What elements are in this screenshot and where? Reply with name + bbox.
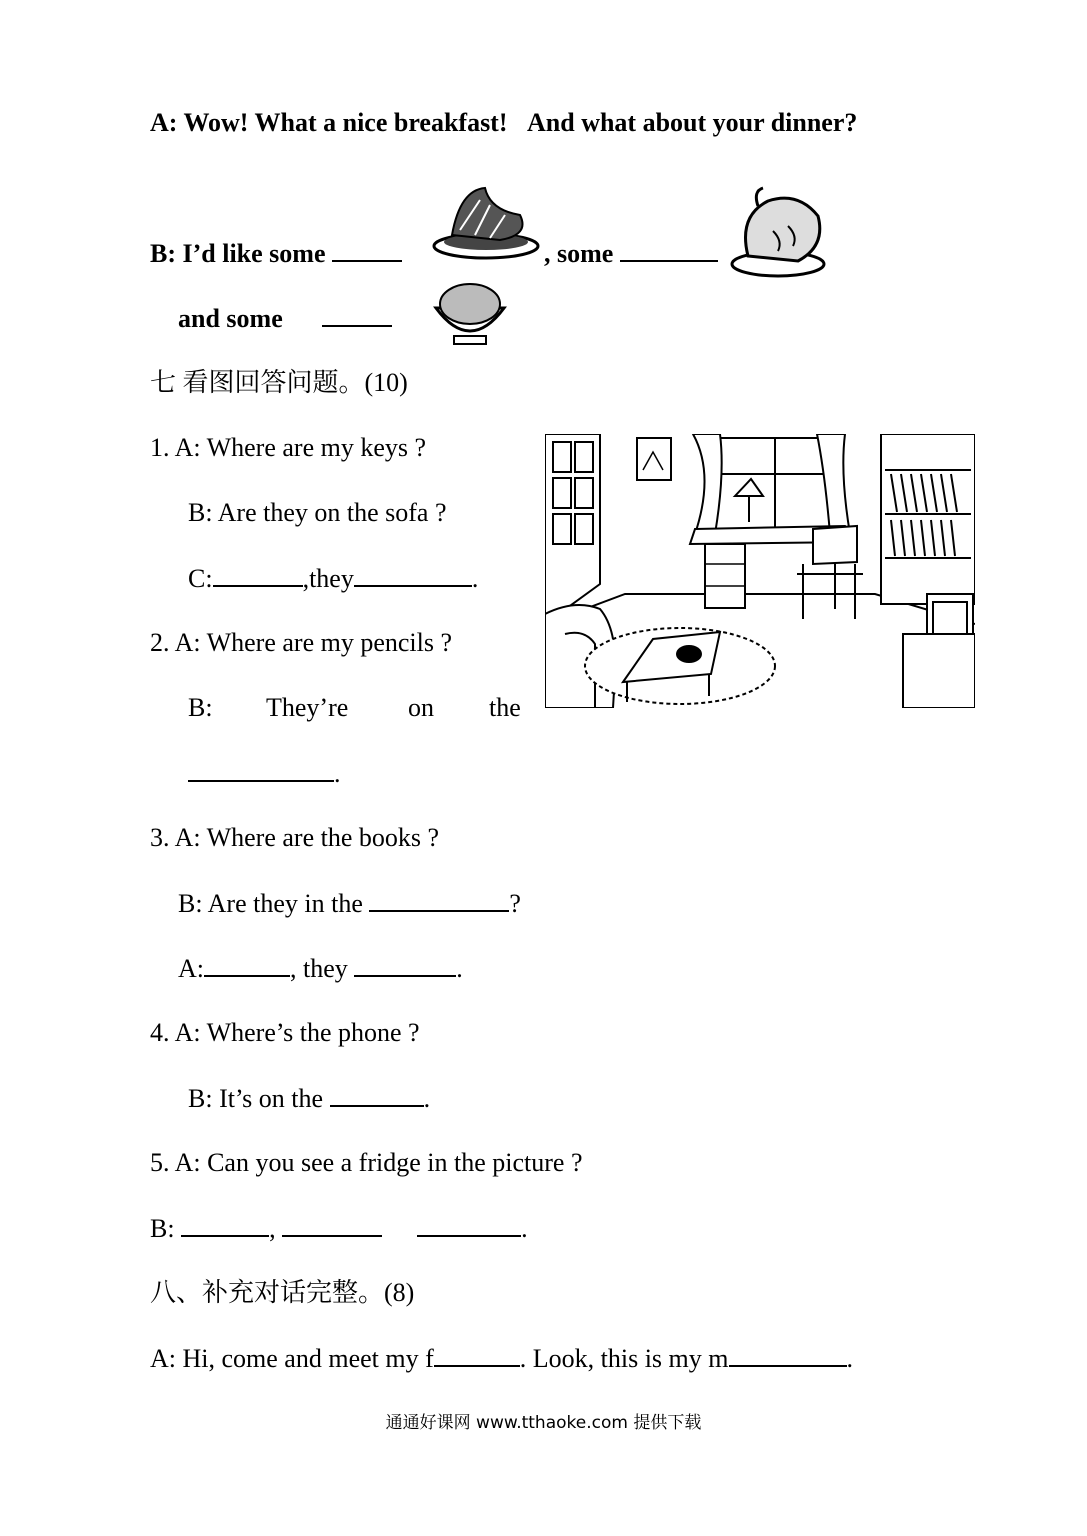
q2-b4: the: [489, 693, 521, 722]
q4-b2: .: [423, 1084, 431, 1113]
section8-a-line: [150, 1343, 853, 1374]
dialog-b-line: [150, 238, 402, 269]
fill-blank[interactable]: [330, 1083, 424, 1107]
fill-blank[interactable]: [322, 303, 392, 327]
fill-blank[interactable]: [181, 1213, 269, 1237]
q4-a: 4. A: Where’s the phone ?: [150, 1018, 420, 1047]
q4-b1: B: It’s on the: [188, 1084, 324, 1113]
q3-c2: , they: [290, 954, 348, 983]
q3-b2: ?: [509, 889, 521, 918]
section8-a3: .: [846, 1344, 854, 1373]
dialog-b-mid: , some: [544, 239, 614, 268]
dialog-b-mid-line: [544, 238, 718, 269]
living-room-picture: [545, 434, 975, 708]
q3-c3: .: [456, 954, 463, 983]
dialog-b2-prefix: and some: [178, 304, 283, 333]
q2-end-line: [188, 758, 341, 789]
section8-a1: A: Hi, come and meet my f: [150, 1344, 434, 1373]
dialog-a-line: A: Wow! What a nice breakfast! And what about your dinner?: [150, 108, 858, 137]
q3-b1: B: Are they in the: [178, 889, 363, 918]
q1-c1: C:: [188, 564, 213, 593]
q1-c2: ,they: [302, 564, 354, 593]
fill-blank[interactable]: [434, 1343, 520, 1367]
fill-blank[interactable]: [369, 888, 509, 912]
fill-blank[interactable]: [188, 758, 334, 782]
fill-blank[interactable]: [417, 1213, 521, 1237]
fill-blank[interactable]: [729, 1343, 847, 1367]
fish-plate-icon: [430, 180, 542, 266]
dialog-b2-line: [178, 303, 392, 334]
q5-a: 5. A: Can you see a fridge in the picture ?: [150, 1148, 583, 1177]
fill-blank[interactable]: [354, 563, 472, 587]
dialog-b-prefix: B: I’d like some: [150, 239, 326, 268]
section8-a2: . Look, this is my m: [519, 1344, 729, 1373]
q5-b1: B:: [150, 1214, 175, 1243]
fill-blank[interactable]: [620, 238, 718, 262]
q2-b1: B:: [188, 693, 213, 722]
q3-a: 3. A: Where are the books ?: [150, 823, 440, 852]
fill-blank[interactable]: [332, 238, 402, 262]
q2-end: .: [334, 759, 341, 788]
q2-a: 2. A: Where are my pencils ?: [150, 628, 453, 657]
q1-b: B: Are they on the sofa ?: [188, 498, 447, 527]
footer-source: 通通好课网 www.tthaoke.com 提供下载: [385, 1413, 702, 1433]
q3-b-line: [178, 888, 521, 919]
q4-b-line: [188, 1083, 430, 1114]
q2-b3: on: [408, 693, 434, 722]
q5-b-line: [150, 1213, 528, 1244]
q2-b2: They’re: [266, 693, 349, 722]
q1-a: 1. A: Where are my keys ?: [150, 433, 427, 462]
q5-b3: .: [521, 1214, 528, 1243]
chicken-plate-icon: [728, 186, 826, 280]
q3-c1: A:: [178, 954, 204, 983]
fill-blank[interactable]: [282, 1213, 382, 1237]
q1-c3: .: [471, 564, 479, 593]
q1-c-line: [188, 563, 478, 594]
fill-blank[interactable]: [204, 953, 290, 977]
fill-blank[interactable]: [213, 563, 303, 587]
q5-b2: ,: [269, 1214, 276, 1243]
q3-c-line: [178, 953, 463, 984]
fill-blank[interactable]: [354, 953, 456, 977]
section7-title: 七 看图回答问题。(10): [150, 368, 408, 397]
section8-title: 八、补充对话完整。(8): [150, 1278, 415, 1307]
rice-bowl-icon: [430, 276, 510, 348]
